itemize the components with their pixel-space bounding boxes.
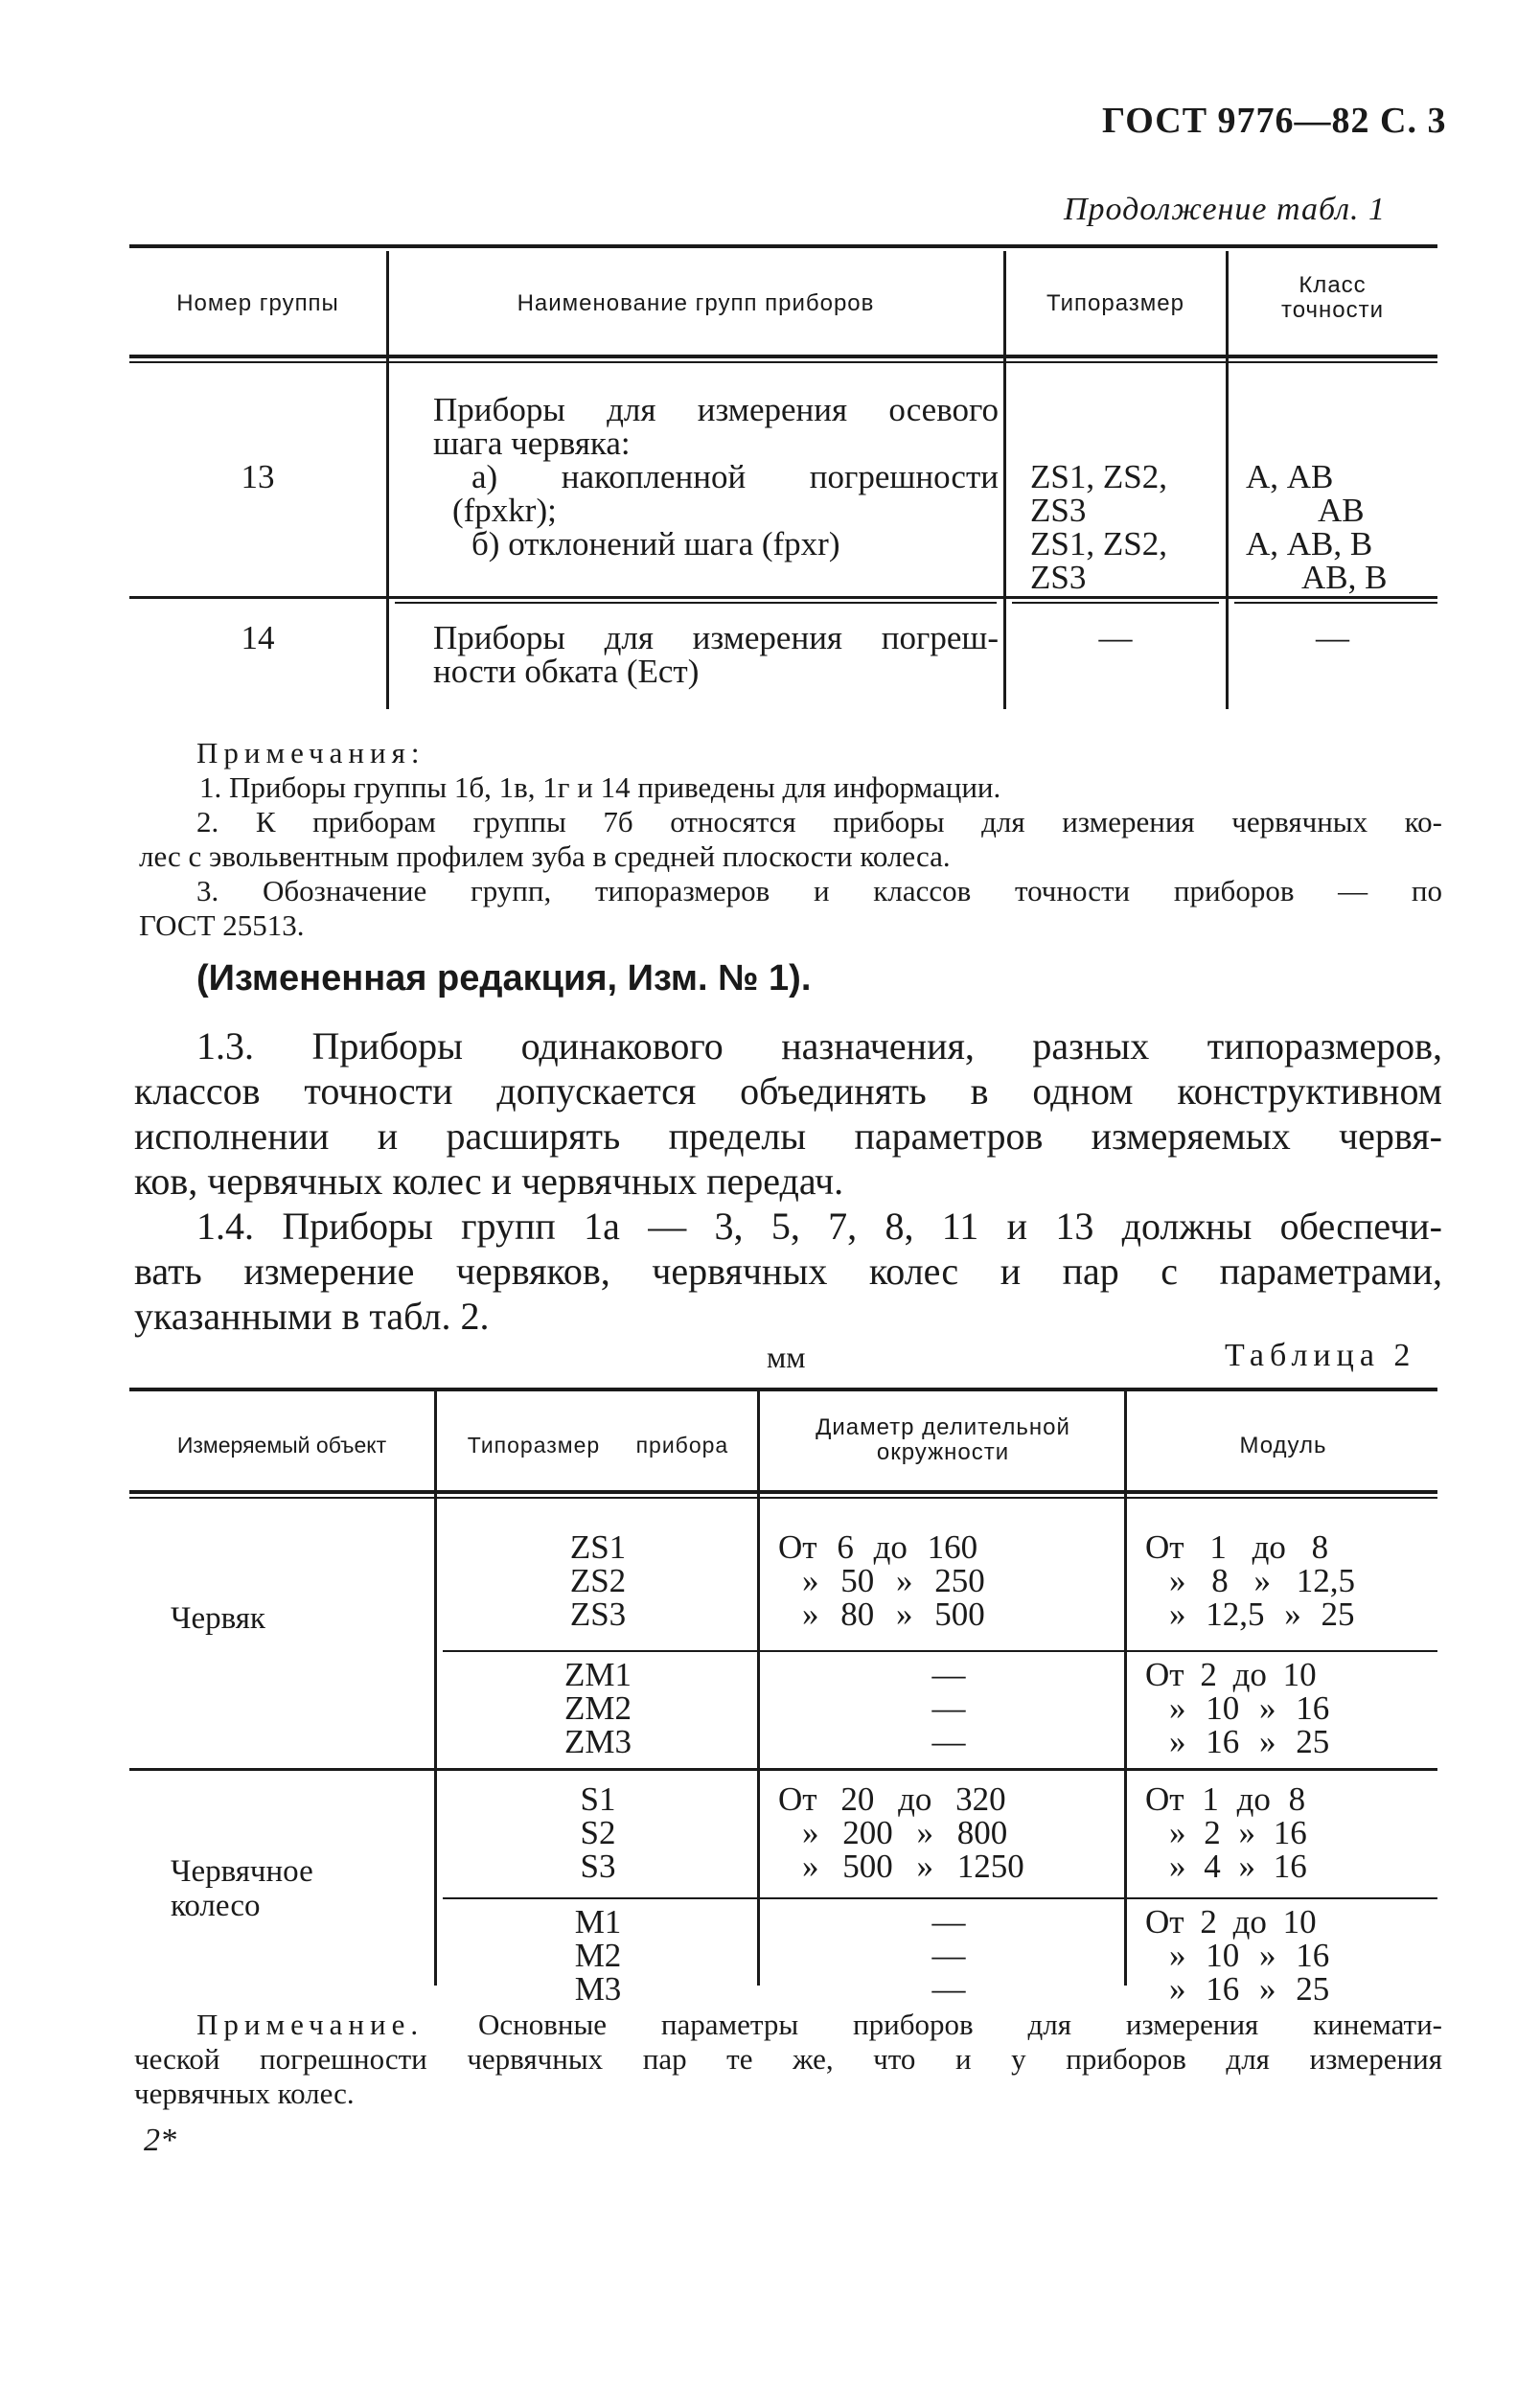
table-continuation-label: Продолжение табл. 1 [1064,192,1387,227]
table1-row13-class-line: АВ [1318,492,1365,529]
diam-cell: — [931,1937,966,1974]
table2-object-worm: Червяк [171,1601,265,1636]
paragraph-1-4 [134,1204,1442,1339]
paragraph-line: вать измерение червяков, червячных колес и пар с параметрами, [134,1250,1442,1293]
table2-sizes [439,1782,757,1883]
table2-sizes [439,1905,757,2006]
size-cell: S3 [580,1848,616,1885]
mod-cell: » 16 » 25 [1169,1723,1330,1760]
table2-diameters [901,1905,997,2006]
table1-header-class: Класс точности [1280,272,1385,323]
mod-cell: » 2 » 16 [1169,1814,1307,1851]
note-item: лес с эвольвентным профилем зуба в средней плоскости колеса. [139,839,951,873]
mod-cell: » 10 » 16 [1169,1937,1330,1974]
diam-cell: — [931,1689,966,1727]
diam-cell: — [931,1970,966,2008]
paragraph-line: исполнении и расширять пределы параметров измеряемых червя- [134,1114,1442,1158]
mod-cell: » 10 » 16 [1169,1689,1330,1727]
table2-object-wheel: Червячное колесо [171,1854,313,1923]
table2-caption: Таблица 2 [1225,1338,1416,1373]
table1-row13-name-line: (fpxkr); [452,492,557,529]
table2-diameters [778,1530,1066,1631]
page-header: ГОСТ 9776—82 С. 3 [1102,101,1447,141]
table1-row13-name-line: а) накопленной погрешности [471,458,999,495]
note-2 [134,2008,1442,2111]
diam-cell: — [931,1903,966,1940]
table1-row13-class-line: А, АВ [1246,458,1334,495]
diam-cell: — [931,1656,966,1693]
notes-title: Примечания: [196,736,425,769]
table2-modules [1145,1782,1433,1883]
paragraph-line: указанными в табл. 2. [134,1295,490,1338]
size-cell: S2 [580,1814,616,1851]
note-item: 3. Обозначение групп, типоразмеров и классов точности приборов — по [196,874,1442,907]
table1-row13-size-line: ZS3 [1030,559,1087,596]
size-cell: M2 [574,1937,622,1974]
diam-cell: » 200 » 800 [802,1814,1008,1851]
table2-header-object: Измеряемый объект [176,1433,387,1458]
paragraph-line: 1.3. Приборы одинакового назначения, разных типоразмеров, [196,1024,1442,1068]
table2-header-size: Типоразмер прибора [467,1433,729,1458]
notes-block [139,736,1442,943]
mod-cell: » 12,5 » 25 [1169,1596,1355,1633]
table1-row13-class-line: А, АВ, В [1246,525,1373,563]
note2-first-line [134,2008,1442,2042]
mod-cell: » 4 » 16 [1169,1848,1307,1885]
mod-cell: От 2 до 10 [1145,1656,1317,1693]
paragraph-line: классов точности допускается объединять в одном конструктивном [134,1069,1442,1113]
table1-row13-size-line: ZS1, ZS2, [1030,525,1167,563]
table1-row13-group: 13 [241,458,275,495]
size-cell: S1 [580,1780,616,1818]
diam-cell: От 6 до 160 [778,1528,978,1566]
mod-cell: » 8 » 12,5 [1169,1562,1355,1599]
size-cell: ZS2 [569,1562,627,1599]
table2-sizes [439,1658,757,1758]
diam-cell: » 80 » 500 [802,1596,985,1633]
table1-row14-class: — [1316,619,1349,656]
table2-modules [1145,1658,1433,1758]
table1-row14-group: 14 [241,619,275,656]
table1-row13-class [1246,460,1437,594]
table1-header-group: Номер группы [176,290,339,316]
note-item: 2. К приборам группы 7б относятся приборы для измерения червячных ко- [196,805,1442,838]
diam-cell: От 20 до 320 [778,1780,1006,1818]
note-item: 1. Приборы группы 1б, 1в, 1г и 14 приведены для информации. [199,770,1001,804]
table2-modules [1145,1905,1433,2006]
table1-row14-name-line: ности обката (Eст) [433,653,700,690]
table2-diameters [778,1782,1094,1883]
table1-row14-name [433,621,999,688]
table2-header-diameter: Диаметр делительной окружности [816,1414,1070,1465]
table1-row13-name-line: шага червяка: [433,425,631,462]
paragraph-1-3 [134,1023,1442,1204]
diam-cell: » 500 » 1250 [802,1848,1024,1885]
size-cell: ZS3 [569,1596,627,1633]
table1-row13-size-line: ZS1, ZS2, [1030,458,1167,495]
table1-row14-name-line: Приборы для измерения погреш- [433,619,999,656]
size-cell: ZS1 [569,1528,627,1566]
page-signature: 2* [144,2123,176,2158]
table1-header-size: Типоразмер [1046,290,1184,316]
size-cell: ZM2 [564,1689,632,1727]
table2-diameters [901,1658,997,1758]
size-cell: ZM1 [564,1656,632,1693]
table1-row13-class-line: АВ, В [1301,559,1388,596]
table2-sizes [439,1530,757,1631]
table1-row13-name [433,393,999,561]
note2-line: Основные параметры приборов для измерения кинемати- [478,2008,1442,2041]
note-item: ГОСТ 25513. [139,908,305,942]
size-cell: M1 [574,1903,622,1940]
table1-row13-name-line: б) отклонений шага (fpxr) [471,525,840,563]
size-cell: M3 [574,1970,622,2008]
note2-line: ческой погрешности червячных пар те же, что и у приборов для измерения [134,2042,1442,2076]
paragraph-line: 1.4. Приборы групп 1а — 3, 5, 7, 8, 11 и 13 должны обеспечи- [196,1205,1442,1248]
table1-row13-name-line: Приборы для измерения осевого [433,391,999,428]
note2-label: Примечание. [196,2008,425,2041]
table1-header-name: Наименование групп приборов [517,290,875,316]
amended-note: (Измененная редакция, Изм. № 1). [196,958,812,999]
mod-cell: От 1 до 8 [1145,1780,1306,1818]
diam-cell: » 50 » 250 [802,1562,985,1599]
table1-row13-size [1030,460,1222,594]
table1-row14-size: — [1098,619,1133,656]
mod-cell: » 16 » 25 [1169,1970,1330,2008]
note2-line: червячных колес. [134,2077,355,2110]
table2-unit: мм [767,1340,806,1374]
mod-cell: От 1 до 8 [1145,1528,1329,1566]
table2-modules [1145,1530,1433,1631]
table1-row13-size-line: ZS3 [1030,492,1087,529]
mod-cell: От 2 до 10 [1145,1903,1317,1940]
paragraph-line: ков, червячных колес и червячных передач. [134,1160,844,1203]
size-cell: ZM3 [564,1723,632,1760]
table2-header-module: Модуль [1239,1433,1327,1458]
diam-cell: — [931,1723,966,1760]
